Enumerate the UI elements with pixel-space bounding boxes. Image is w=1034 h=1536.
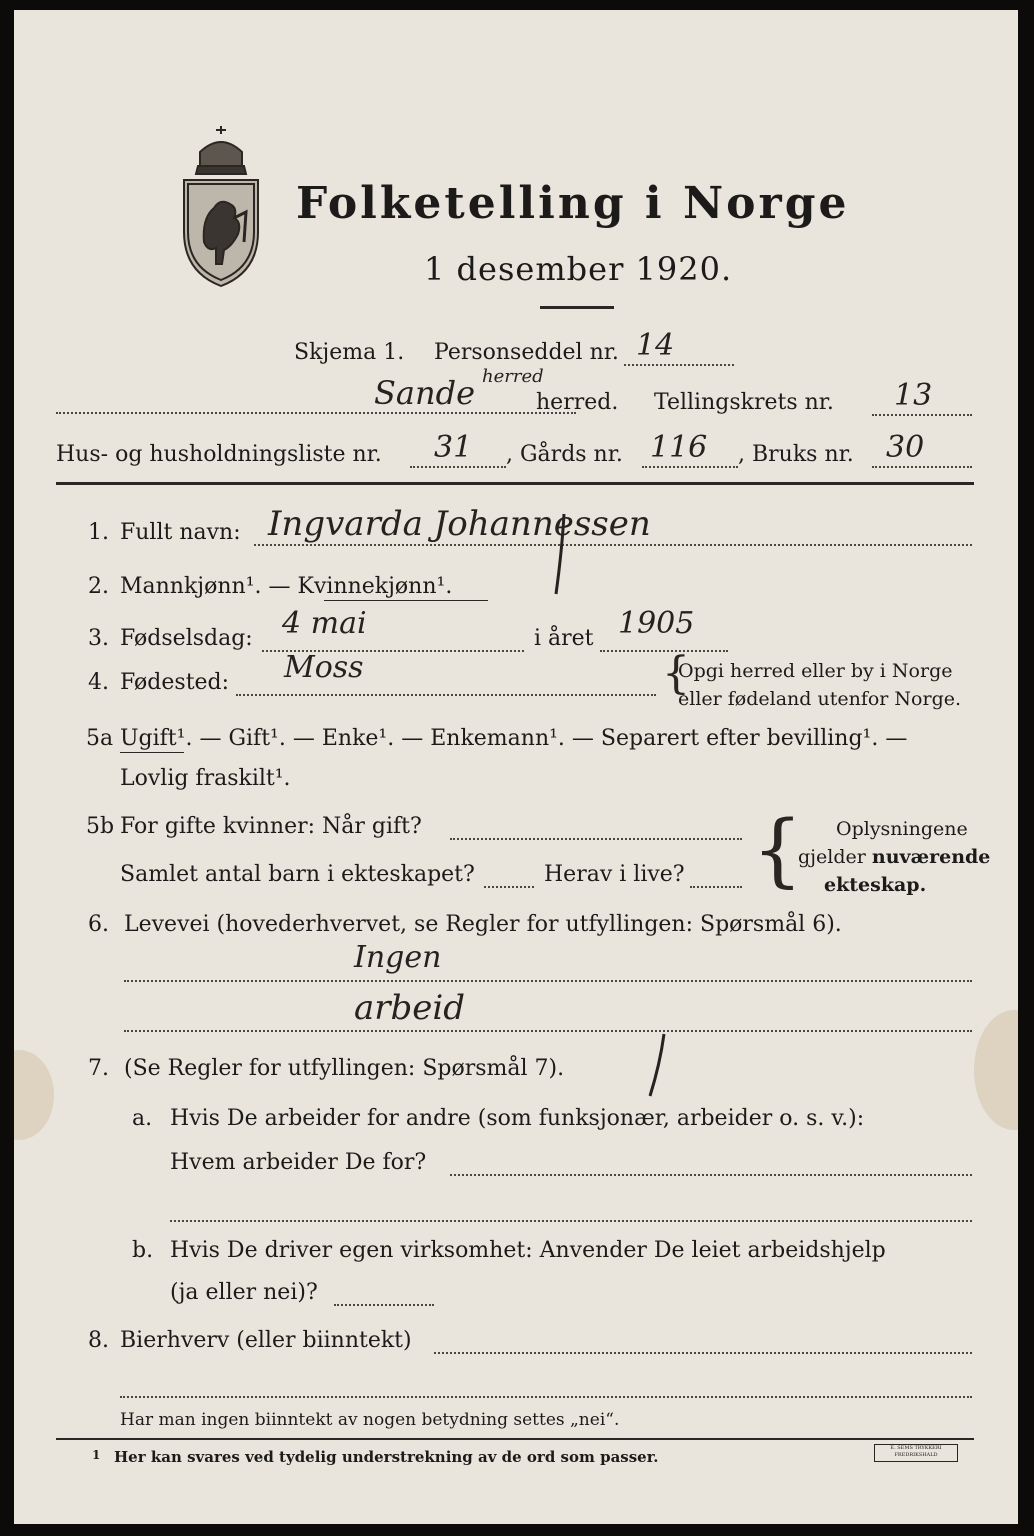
q5b-children-field[interactable] (484, 886, 534, 888)
q7b-line2: (ja eller nei)? (170, 1280, 318, 1305)
hus-value: 31 (434, 430, 473, 465)
q7-number: 7. (88, 1056, 109, 1081)
q3-label: Fødselsdag: (120, 626, 253, 651)
herred-overwrite: herred (482, 366, 544, 387)
q5b-note-brace: { (752, 803, 803, 896)
q7a-line1: Hvis De arbeider for andre (som funksjonær, arbeider o. s. v.): (170, 1106, 865, 1131)
q7a-field-extra[interactable] (170, 1220, 972, 1222)
q5a-line1: Ugift¹. — Gift¹. — Enke¹. — Enkemann¹. — Separert efter bevilling¹. — (120, 726, 908, 751)
coat-of-arms-icon (174, 122, 268, 290)
q3-aaret-label: i året (534, 626, 594, 651)
hus-label: Hus- og husholdningsliste nr. (56, 442, 382, 467)
q8-number: 8. (88, 1328, 109, 1353)
q2-check-mark (534, 510, 574, 600)
bruks-value: 30 (886, 430, 925, 465)
census-form-page (14, 10, 1018, 1524)
header-divider (56, 482, 974, 485)
q6-value1: Ingen (354, 940, 442, 975)
q5b-children-label: Samlet antal barn i ekteskapet? (120, 862, 475, 887)
gards-label: , Gårds nr. (506, 442, 623, 467)
q5b-alive-label: Herav i live? (544, 862, 685, 887)
q8-field[interactable] (434, 1352, 972, 1354)
q7b-letter: b. (132, 1238, 154, 1263)
q3-year-value: 1905 (618, 606, 695, 641)
paper-stain (974, 1010, 1018, 1130)
q5b-married-field[interactable] (450, 838, 742, 840)
tellingskrets-field[interactable] (872, 414, 972, 416)
gards-value: 116 (650, 430, 708, 465)
herred-label: herred. (536, 390, 619, 415)
q2-number: 2. (88, 574, 109, 599)
q4-label: Fødested: (120, 670, 230, 695)
q6-label: Levevei (hovederhvervet, se Regler for utfyllingen: Spørsmål 6). (124, 912, 842, 937)
q6-number: 6. (88, 912, 109, 937)
personseddel-field[interactable] (624, 364, 734, 366)
q8-label: Bierhverv (eller biinntekt) (120, 1328, 412, 1353)
printer-stamp: E. SEMS TRYKKERI FREDRIKSHALD (874, 1444, 958, 1462)
q6-value2: arbeid (354, 988, 466, 1028)
q7a-field[interactable] (450, 1174, 972, 1176)
hus-field[interactable] (410, 466, 506, 468)
q5a-number: 5a (86, 726, 114, 751)
q3-birthday-value: 4 mai (282, 606, 367, 641)
q5a-line2: Lovlig fraskilt¹. (120, 766, 291, 791)
q4-note-line1: Opgi herred eller by i Norge (678, 660, 953, 682)
q7a-letter: a. (132, 1106, 153, 1131)
bruks-field[interactable] (872, 466, 972, 468)
personseddel-value: 14 (636, 328, 675, 363)
q7b-field[interactable] (334, 1304, 434, 1306)
herred-field[interactable] (56, 412, 576, 414)
q4-note-line2: eller fødeland utenfor Norge. (678, 688, 962, 710)
biinntekt-note: Har man ingen biinntekt av nogen betydning settes „nei“. (120, 1410, 620, 1430)
footnote-mark: 1 (92, 1448, 101, 1462)
q1-label: Fullt navn: (120, 520, 241, 545)
q8-field-extra[interactable] (120, 1396, 972, 1398)
q6-field-line2[interactable] (124, 1030, 972, 1032)
q5a-ugift-underline (120, 752, 184, 753)
q5b-note-line2a: gjelder (798, 846, 872, 868)
census-date: 1 desember 1920. (424, 250, 733, 288)
footer-divider (56, 1438, 974, 1440)
tellingskrets-value: 13 (894, 378, 933, 413)
q5b-note-line2 (798, 846, 990, 868)
q5b-note-line2b: nuværende (871, 846, 991, 868)
q1-value: Ingvarda Johannessen (268, 504, 651, 544)
gards-field[interactable] (642, 466, 738, 468)
form-title: Folketelling i Norge (296, 178, 850, 229)
q7-check-mark (642, 1030, 672, 1100)
q6-field-line1[interactable] (124, 980, 972, 982)
q5b-note-line1: Oplysningene (836, 818, 968, 840)
footnote-text: Her kan svares ved tydelig understrekning av de ord som passer. (114, 1448, 659, 1466)
personseddel-label: Personseddel nr. (434, 340, 619, 365)
herred-value: Sande (374, 374, 476, 412)
q5b-alive-field[interactable] (690, 886, 742, 888)
q4-note-brace: { (662, 648, 690, 699)
q5b-note-line3: ekteskap. (824, 874, 927, 896)
paper-stain (14, 1050, 54, 1140)
q2-kvinnekjonn-underline (324, 600, 488, 601)
bruks-label: , Bruks nr. (738, 442, 854, 467)
q7-label: (Se Regler for utfyllingen: Spørsmål 7). (124, 1056, 565, 1081)
q4-field[interactable] (236, 694, 656, 696)
q4-value: Moss (284, 650, 364, 685)
q5b-line1: For gifte kvinner: Når gift? (120, 814, 422, 839)
q1-field[interactable] (254, 544, 972, 546)
q7a-line2: Hvem arbeider De for? (170, 1150, 427, 1175)
tellingskrets-label: Tellingskrets nr. (654, 390, 834, 415)
q2-label: Mannkjønn¹. — Kvinnekjønn¹. (120, 574, 453, 599)
q7b-line1: Hvis De driver egen virksomhet: Anvender De leiet arbeidshjelp (170, 1238, 886, 1263)
skjema-label: Skjema 1. (294, 340, 405, 365)
title-divider (540, 306, 614, 309)
q1-number: 1. (88, 520, 109, 545)
q3-number: 3. (88, 626, 109, 651)
q5b-number: 5b (86, 814, 115, 839)
q4-number: 4. (88, 670, 109, 695)
